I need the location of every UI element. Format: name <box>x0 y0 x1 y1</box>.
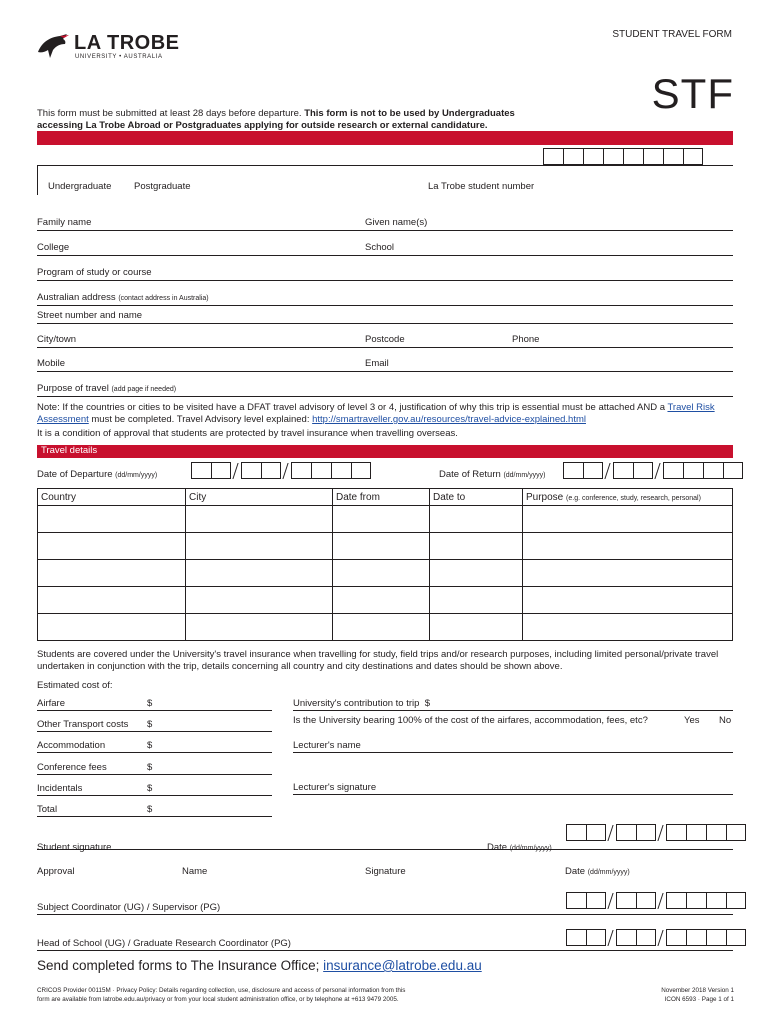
cost-conference-label: Conference fees <box>37 762 107 773</box>
travel-advice-link[interactable]: http://smartraveller.gov.au/resources/travel-advice-explained.html <box>312 414 586 425</box>
head-date-boxes[interactable] <box>566 929 746 946</box>
cost-transport-label: Other Transport costs <box>37 719 129 730</box>
departure-label: Date of Departure (dd/mm/yyyy) <box>37 469 158 480</box>
col-date-from: Date from <box>333 489 430 506</box>
insurance-condition: It is a condition of approval that students are protected by travel insurance when travelling overseas. <box>37 428 458 439</box>
approval-date-label: Date (dd/mm/yyyy) <box>565 866 630 877</box>
bearing-yes-option[interactable]: Yes <box>684 715 700 726</box>
contribution-label: University's contribution to trip $ <box>293 698 430 709</box>
cost-accommodation-label: Accommodation <box>37 740 106 751</box>
street-label: Street number and name <box>37 310 143 321</box>
student-sign-date-boxes[interactable] <box>566 824 746 841</box>
digit-box[interactable] <box>603 148 623 165</box>
cost-accommodation-field[interactable] <box>37 752 272 753</box>
coordinator-field[interactable] <box>37 914 733 915</box>
cost-incidentals-label: Incidentals <box>37 783 83 794</box>
digit-box[interactable] <box>543 148 563 165</box>
program-label: Program of study or course <box>37 267 152 278</box>
return-date-boxes[interactable] <box>563 462 743 479</box>
col-purpose: Purpose (e.g. conference, study, research, personal) <box>523 489 733 506</box>
street-field[interactable] <box>37 323 733 324</box>
address-label: Australian address (contact address in Australia) <box>37 292 209 303</box>
cost-airfare-label: Airfare <box>37 698 65 709</box>
lecturer-signature-field[interactable] <box>293 794 733 795</box>
logo-subtitle: UNIVERSITY • AUSTRALIA <box>75 54 163 60</box>
program-field[interactable] <box>37 280 733 281</box>
digit-box[interactable] <box>643 148 663 165</box>
school-label: School <box>365 242 395 253</box>
approval-label: Approval <box>37 866 75 877</box>
city-field[interactable] <box>37 347 733 348</box>
approval-signature-label: Signature <box>365 866 406 877</box>
student-number-boxes[interactable] <box>543 148 703 165</box>
postcode-label: Postcode <box>365 334 405 345</box>
bearing-no-option[interactable]: No <box>719 715 732 726</box>
mobile-field[interactable] <box>37 371 733 372</box>
bearing-question: Is the University bearing 100% of the cost of the airfares, accommodation, fees, etc? <box>293 715 648 726</box>
family-name-field[interactable] <box>37 230 733 231</box>
departure-date-boxes[interactable] <box>191 462 371 479</box>
coverage-note: Students are covered under the University's travel insurance when travelling for study, field trips and/or research purposes, including limited personal/private travel undertaken in conjunction with the trip, details concerning all country and city destinations and dates should be shown above. <box>37 649 719 672</box>
email-label: Email <box>365 358 389 369</box>
insurance-email-link[interactable]: insurance@latrobe.edu.au <box>323 958 482 973</box>
estimated-cost-heading: Estimated cost of: <box>37 680 113 691</box>
family-name-label: Family name <box>37 217 92 228</box>
college-field[interactable] <box>37 255 733 256</box>
cost-airfare-field[interactable] <box>37 710 272 711</box>
table-row[interactable] <box>38 533 733 560</box>
logo <box>36 30 186 66</box>
table-row[interactable] <box>38 506 733 533</box>
college-label: College <box>37 242 70 253</box>
student-signature-label: Student signature <box>37 842 112 853</box>
header-red-bar <box>37 131 733 145</box>
cost-transport-field[interactable] <box>37 731 272 732</box>
digit-box[interactable] <box>583 148 603 165</box>
col-city: City <box>186 489 333 506</box>
logo-bird-icon <box>36 32 70 62</box>
student-number-label: La Trobe student number <box>428 181 535 192</box>
travel-itinerary-table <box>37 488 733 641</box>
coordinator-date-boxes[interactable] <box>566 892 746 909</box>
intro-text: This form must be submitted at least 28 days before departure. This form is not to be used by Undergraduates accessing La Trobe Abroad or Postgraduates applying for outside research or external candidature. <box>37 108 515 131</box>
table-row[interactable] <box>38 614 733 641</box>
form-code: STF <box>651 70 734 117</box>
lecturer-name-field[interactable] <box>293 752 733 753</box>
student-date-label: Date (dd/mm/yyyy) <box>487 842 552 853</box>
lecturer-signature-label: Lecturer's signature <box>293 782 377 793</box>
purpose-field[interactable] <box>37 396 733 397</box>
given-names-label: Given name(s) <box>365 217 428 228</box>
form-title: STUDENT TRAVEL FORM <box>612 29 732 40</box>
head-of-school-field[interactable] <box>37 950 733 951</box>
digit-box[interactable] <box>663 148 683 165</box>
purpose-label: Purpose of travel (add page if needed) <box>37 383 177 394</box>
city-label: City/town <box>37 334 77 345</box>
digit-box[interactable] <box>563 148 583 165</box>
cost-conference-field[interactable] <box>37 774 272 775</box>
table-row[interactable] <box>38 587 733 614</box>
col-date-to: Date to <box>430 489 523 506</box>
send-instructions: Send completed forms to The Insurance Office; insurance@latrobe.edu.au <box>37 958 482 973</box>
footer-version: November 2018 Version 1 ICON 6593 · Page 1 of 1 <box>661 987 734 1003</box>
contribution-field[interactable] <box>293 710 733 711</box>
phone-label: Phone <box>512 334 540 345</box>
student-signature-field[interactable] <box>37 849 733 850</box>
lecturer-name-label: Lecturer's name <box>293 740 361 751</box>
undergraduate-option[interactable]: Undergraduate <box>48 181 112 192</box>
digit-box[interactable] <box>623 148 643 165</box>
mobile-label: Mobile <box>37 358 65 369</box>
head-of-school-label: Head of School (UG) / Graduate Research Coordinator (PG) <box>37 938 291 949</box>
travel-risk-link[interactable]: Travel Risk Assessment <box>37 402 715 425</box>
cost-total-field[interactable] <box>37 816 272 817</box>
coordinator-label: Subject Coordinator (UG) / Supervisor (PG) <box>37 902 221 913</box>
approval-name-label: Name <box>182 866 208 877</box>
logo-wordmark: LA TROBE <box>74 32 180 54</box>
col-country: Country <box>38 489 186 506</box>
table-row[interactable] <box>38 560 733 587</box>
footer-privacy: CRICOS Provider 00115M · Privacy Policy: Details regarding collection, use, disclosure and access of personal information from this form are available from latrobe.edu.au/privacy or from your local student administration office, or by telephone at +613 9479 2005. <box>37 987 406 1003</box>
dfat-note: Note: If the countries or cities to be visited have a DFAT travel advisory of level 3 or 4, justification of why this trip is essential must be attached AND a Travel Risk Assessment must be completed. Travel Advisory level explained: http://smartraveller.gov.au/resources/travel-advice-explained.html <box>37 402 715 425</box>
cost-total-label: Total <box>37 804 58 815</box>
travel-details-header: Travel details <box>37 445 733 458</box>
cost-incidentals-field[interactable] <box>37 795 272 796</box>
postgraduate-option[interactable]: Postgraduate <box>134 181 191 192</box>
digit-box[interactable] <box>683 148 703 165</box>
table-header <box>38 489 733 506</box>
return-label: Date of Return (dd/mm/yyyy) <box>439 469 546 480</box>
